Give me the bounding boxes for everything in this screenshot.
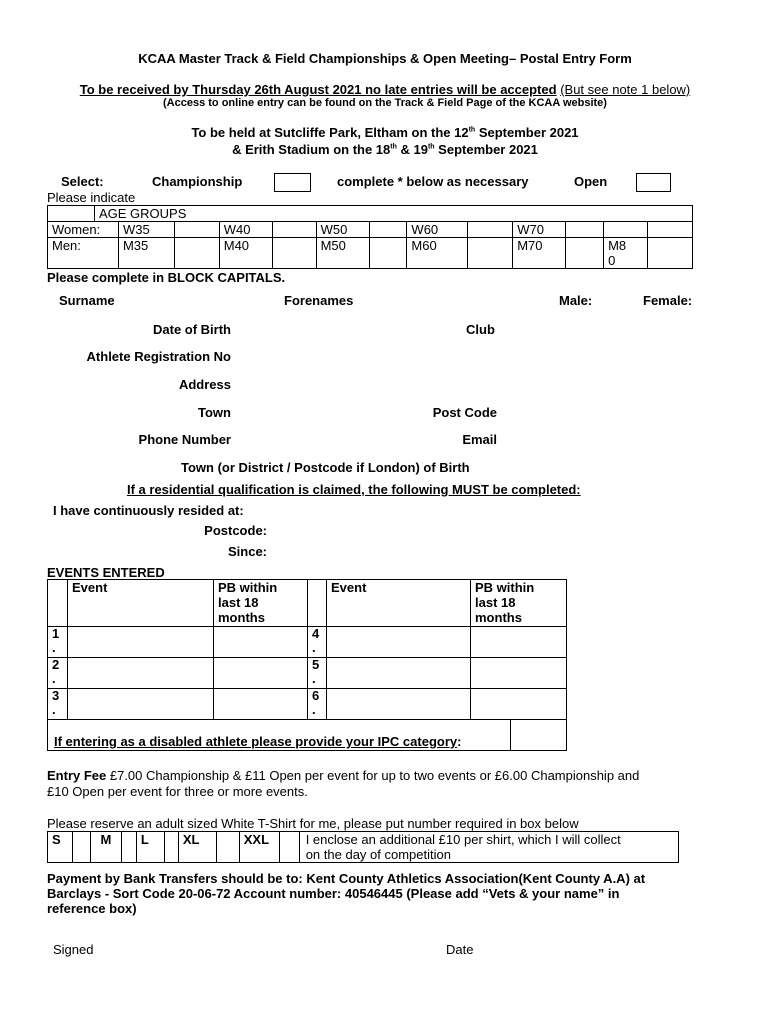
men-m80: [604, 238, 648, 269]
row-dot-5: .: [312, 671, 316, 686]
event-row-num: [48, 658, 68, 689]
address-label: Address: [178, 377, 231, 392]
entry-fee-label: Entry Fee: [47, 768, 107, 783]
women-w35: W35: [118, 222, 174, 238]
row-num-2: 2: [52, 657, 60, 672]
club-label: Club: [466, 322, 495, 337]
signed-label: Signed: [53, 942, 94, 957]
birth-town-label: Town (or District / Postcode if London) of Birth: [181, 460, 470, 475]
row-num-6: 6: [312, 688, 320, 703]
event-3-input[interactable]: [68, 689, 214, 720]
row-num-3: 3: [52, 688, 60, 703]
since-label: Since:: [227, 544, 267, 559]
event-6-input[interactable]: [327, 689, 471, 720]
events-corner-right: [308, 580, 327, 627]
events-corner-left: [48, 580, 68, 627]
tshirt-note-2: on the day of competition: [305, 847, 451, 862]
pb-left-l2: last 18: [218, 595, 259, 610]
women-w60: W60: [407, 222, 468, 238]
championship-label: Championship: [152, 174, 243, 189]
ipc-label: If entering as a disabled athlete please provide your IPC category: [54, 734, 458, 749]
venue-line-1: [0, 125, 770, 140]
event-row-num: [48, 627, 68, 658]
size-m-label: M: [90, 832, 121, 863]
entry-fee-line-1: [47, 768, 639, 783]
men-m50-box[interactable]: [369, 238, 407, 269]
men-m35-box[interactable]: [174, 238, 219, 269]
women-w70-box[interactable]: [566, 222, 604, 238]
row-dot-2: .: [52, 671, 56, 686]
event-row-num: [308, 689, 327, 720]
tshirt-note-1: I enclose an additional £10 per shirt, which I will collect: [305, 832, 621, 847]
deadline-text: To be received by Thursday 26th August 2021 no late entries will be accepted: [79, 82, 557, 97]
size-xxl-label: XXL: [239, 832, 279, 863]
row-num-1: 1: [52, 626, 60, 641]
reg-no-label: Athlete Registration No: [86, 349, 231, 364]
open-label: Open: [574, 174, 608, 189]
pb-right-l3: months: [475, 610, 522, 625]
size-xl-label: XL: [178, 832, 216, 863]
ipc-row: [48, 720, 511, 751]
entry-fee-text-1: £7.00 Championship & £11 Open per event for up to two events or £6.00 Championship and: [106, 768, 640, 783]
tshirt-table: [47, 831, 679, 863]
event-4-input[interactable]: [327, 627, 471, 658]
payment-line-3: reference box): [47, 901, 137, 916]
age-groups-header: AGE GROUPS: [94, 206, 692, 222]
pb-left-l1: PB within: [218, 580, 278, 595]
men-m80-box[interactable]: [648, 238, 693, 269]
forenames-label: Forenames: [284, 293, 354, 308]
pb-5-input[interactable]: [471, 658, 567, 689]
ipc-input[interactable]: [511, 720, 567, 751]
postcode-label: Post Code: [432, 405, 497, 420]
row-dot-6: .: [312, 702, 316, 717]
pb-1-input[interactable]: [214, 627, 308, 658]
pb-right-l2: last 18: [475, 595, 516, 610]
residence-heading: If a residential qualification is claimed, the following MUST be completed:: [127, 482, 581, 497]
men-m80-b: 0: [608, 253, 616, 268]
dob-label: Date of Birth: [153, 322, 231, 337]
row-dot-3: .: [52, 702, 56, 717]
women-empty-box: [648, 222, 693, 238]
men-label: Men:: [48, 238, 119, 269]
female-label: Female:: [643, 293, 693, 308]
women-w50-box[interactable]: [369, 222, 407, 238]
venue1-text: To be held at Sutcliffe Park, Eltham on the 12: [191, 125, 469, 140]
size-xl-box[interactable]: [216, 832, 239, 863]
women-w50: W50: [316, 222, 369, 238]
size-xxl-box[interactable]: [279, 832, 299, 863]
venue2-sup1: th: [390, 143, 397, 151]
championship-checkbox[interactable]: [274, 173, 311, 192]
women-label: Women:: [48, 222, 119, 238]
event-row-num: [308, 627, 327, 658]
size-s-box[interactable]: [72, 832, 90, 863]
complete-note: complete * below as necessary: [337, 174, 529, 189]
row-dot-1: .: [52, 640, 56, 655]
pb-col-header-left: [214, 580, 308, 627]
event-col-header-left: Event: [68, 580, 214, 627]
form-title: KCAA Master Track & Field Championships & Open Meeting– Postal Entry Form: [138, 51, 632, 66]
pb-left-l3: months: [218, 610, 265, 625]
online-note: (Access to online entry can be found on the Track & Field Page of the KCAA website): [163, 97, 607, 109]
venue-line-2: [0, 142, 770, 157]
tshirt-intro: Please reserve an adult sized White T-Shirt for me, please put number required in box below: [47, 816, 579, 831]
resided-label: I have continuously resided at:: [53, 503, 244, 518]
men-m60-box[interactable]: [468, 238, 513, 269]
event-row-num: [308, 658, 327, 689]
phone-label: Phone Number: [138, 432, 231, 447]
size-m-box[interactable]: [121, 832, 136, 863]
pb-col-header-right: [471, 580, 567, 627]
tshirt-note: [299, 832, 678, 863]
event-col-header-right: Event: [327, 580, 471, 627]
women-w35-box[interactable]: [174, 222, 219, 238]
men-m40: M40: [219, 238, 272, 269]
venue2-text: & Erith Stadium on the 18: [232, 142, 391, 157]
entry-fee-line-2: £10 Open per event for three or more events.: [47, 784, 308, 799]
men-m50: M50: [316, 238, 369, 269]
surname-label: Surname: [59, 293, 115, 308]
event-2-input[interactable]: [68, 658, 214, 689]
size-l-box[interactable]: [164, 832, 178, 863]
event-row-num: [48, 689, 68, 720]
deadline-note: (But see note 1 below): [560, 82, 691, 97]
email-label: Email: [462, 432, 497, 447]
venue2-sup2: th: [427, 143, 435, 151]
pb-4-input[interactable]: [471, 627, 567, 658]
event-1-input[interactable]: [68, 627, 214, 658]
men-m60: M60: [407, 238, 468, 269]
size-l-label: L: [136, 832, 164, 863]
size-s-label: S: [48, 832, 73, 863]
women-w40-box[interactable]: [272, 222, 316, 238]
male-label: Male:: [559, 293, 593, 308]
venue1-tail: September 2021: [475, 125, 579, 140]
age-corner-cell: [48, 206, 95, 222]
town-label: Town: [198, 405, 231, 420]
pb-right-l1: PB within: [475, 580, 535, 595]
residence-postcode-label: Postcode:: [204, 523, 267, 538]
block-capitals-note: Please complete in BLOCK CAPITALS.: [47, 270, 286, 285]
women-w60-box[interactable]: [468, 222, 513, 238]
pb-3-input[interactable]: [214, 689, 308, 720]
men-m80-a: M8: [608, 238, 627, 253]
select-label: Select:: [61, 174, 104, 189]
men-m70-box[interactable]: [566, 238, 604, 269]
events-table: [47, 579, 567, 751]
date-label: Date: [446, 942, 474, 957]
please-indicate: Please indicate: [47, 190, 136, 205]
row-num-5: 5: [312, 657, 320, 672]
open-checkbox[interactable]: [636, 173, 671, 192]
women-empty-cell: [604, 222, 648, 238]
men-m70: M70: [513, 238, 566, 269]
venue1-sup: th: [468, 126, 476, 134]
women-w70: W70: [513, 222, 566, 238]
men-m35: M35: [118, 238, 174, 269]
events-heading: EVENTS ENTERED: [47, 565, 165, 580]
age-groups-table: [47, 205, 693, 269]
venue2-mid: & 19: [396, 142, 428, 157]
pb-6-input[interactable]: [471, 689, 567, 720]
ipc-colon: :: [457, 734, 462, 749]
deadline-line: [0, 82, 770, 97]
women-w40: W40: [219, 222, 272, 238]
event-5-input[interactable]: [327, 658, 471, 689]
payment-line-1: Payment by Bank Transfers should be to: Kent County Athletics Association(Kent County A.A) at: [47, 871, 646, 886]
pb-2-input[interactable]: [214, 658, 308, 689]
venue2-tail: September 2021: [434, 142, 538, 157]
men-m40-box[interactable]: [272, 238, 316, 269]
payment-line-2: Barclays - Sort Code 20-06-72 Account number: 40546445 (Please add “Vets & your name” in: [47, 886, 620, 901]
row-dot-4: .: [312, 640, 316, 655]
row-num-4: 4: [312, 626, 320, 641]
